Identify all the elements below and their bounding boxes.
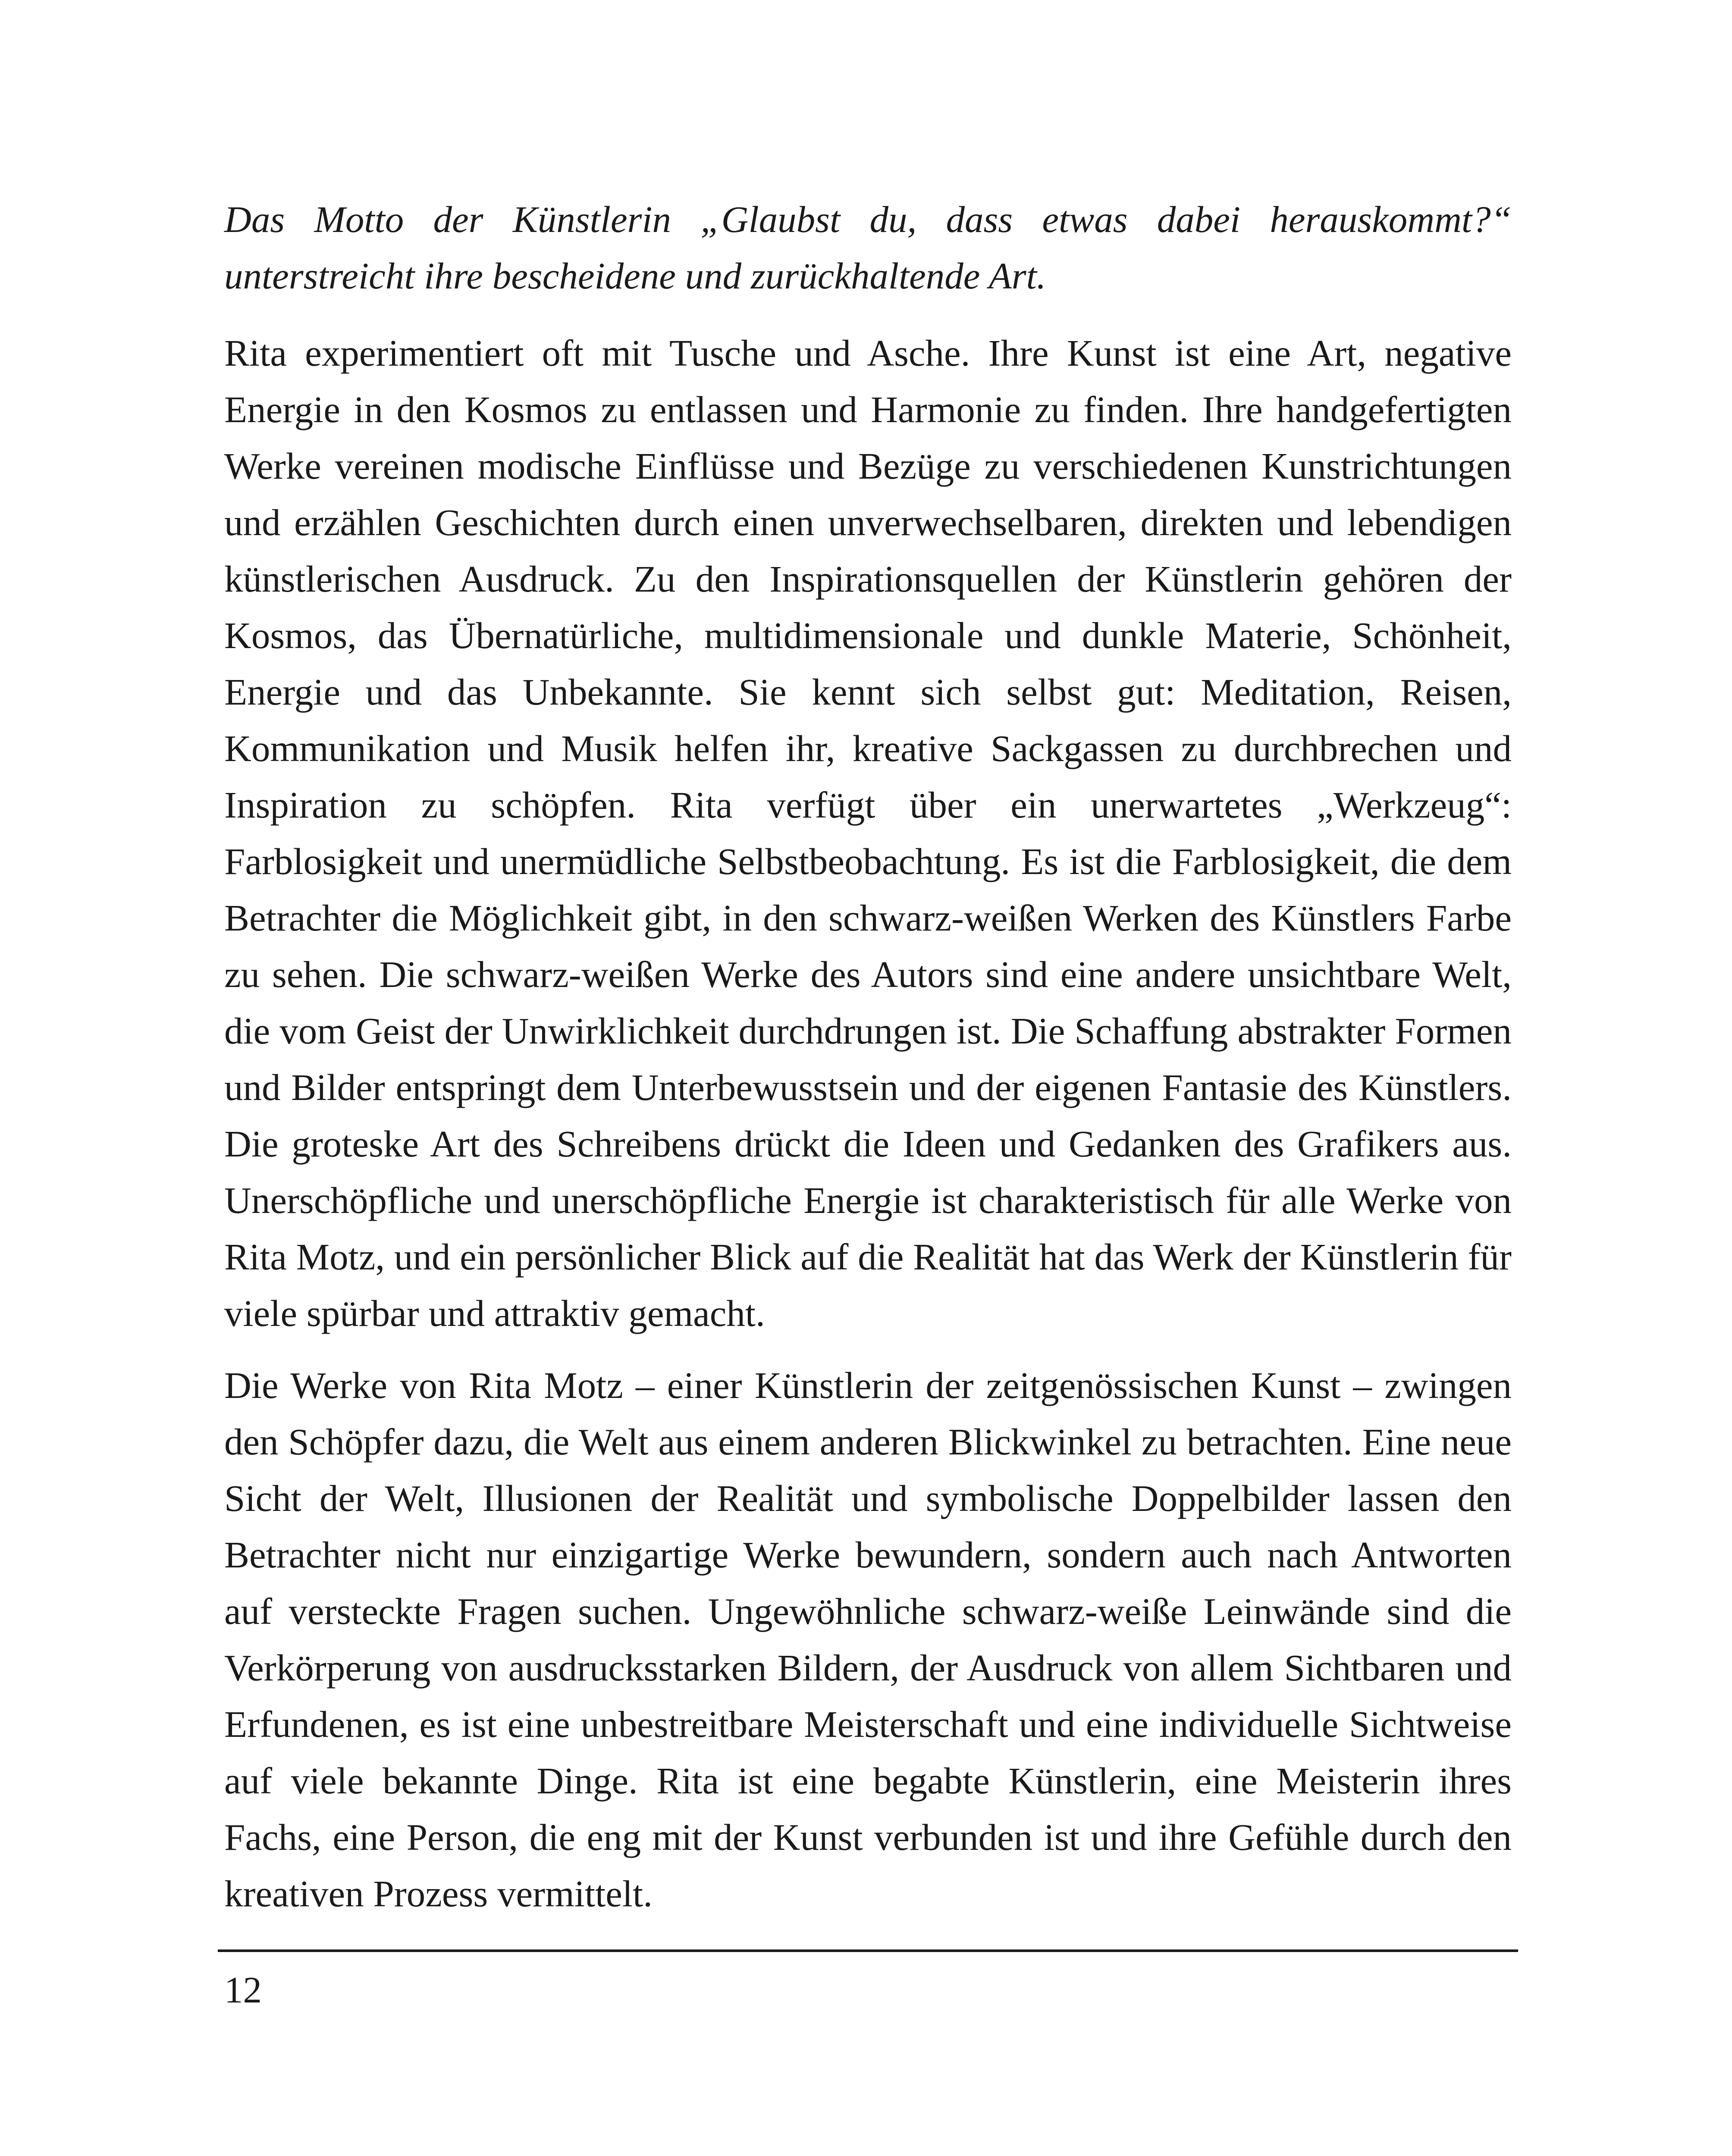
footer-divider [218, 1949, 1518, 1952]
body-paragraph: Rita experimentiert oft mit Tusche und Asche. Ihre Kunst ist eine Art, negative Energie in den Kosmos zu entlassen und Harmonie zu finden. Ihre handgefertigten Werke vereinen modische Einflüsse und Bezüge zu verschiedenen Kunstrichtungen und erzählen Geschichten durch einen unverwechselbaren, direkten und lebendigen künstlerischen Ausdruck. Zu den Inspirationsquellen der Künstlerin gehören der Kosmos, das Übernatürliche, multidimensionale und dunkle Materie, Schönheit, Energie und das Unbekannte. Sie kennt sich selbst gut: Meditation, Reisen, Kommunikation und Musik helfen ihr, kreative Sackgassen zu durchbrechen und Inspiration zu schöpfen. Rita verfügt über ein unerwartetes „Werkzeug“: Farblosigkeit und unermüdliche Selbstbeobachtung. Es ist die Farblosigkeit, die dem Betrachter die Möglichkeit gibt, in den schwarz-weißen Werken des Künstlers Farbe zu sehen. Die schwarz-weißen Werke des Autors sind eine andere unsichtbare Welt, die vom Geist der Unwirklichkeit durchdrungen ist. Die Schaffung abstrakter Formen und Bilder entspringt dem Unterbewusstsein und der eigenen Fantasie des Künstlers. Die groteske Art des Schreibens drückt die Ideen und Gedanken des Grafikers aus. Unerschöpfliche und unerschöpfliche Energie ist charakteristisch für alle Werke von Rita Motz, und ein persönlicher Blick auf die Realität hat das Werk der Künstlerin für viele spürbar und attraktiv gemacht. [224, 332, 1512, 1334]
page-number: 12 [224, 1969, 262, 2011]
motto-paragraph: Das Motto der Künstlerin „Glaubst du, dass etwas dabei herauskommt?“ unterstreicht ihre bescheidene und zurückhaltende Art. [224, 198, 1512, 297]
document-page [224, 0, 1512, 2156]
body-paragraph: Die Werke von Rita Motz – einer Künstlerin der zeitgenössischen Kunst – zwingen den Schöpfer dazu, die Welt aus einem anderen Blickwinkel zu betrachten. Eine neue Sicht der Welt, Illusionen der Realität und symbolische Doppelbilder lassen den Betrachter nicht nur einzigartige Werke bewundern, sondern auch nach Antworten auf versteckte Fragen suchen. Ungewöhnliche schwarz-weiße Leinwände sind die Verkörperung von ausdrucksstarken Bildern, der Ausdruck von allem Sichtbaren und Erfundenen, es ist eine unbestreitbare Meisterschaft und eine individuelle Sichtweise auf viele bekannte Dinge. Rita ist eine begabte Künstlerin, eine Meisterin ihres Fachs, eine Person, die eng mit der Kunst verbunden ist und ihre Gefühle durch den kreativen Prozess vermittelt. [224, 1364, 1512, 1915]
